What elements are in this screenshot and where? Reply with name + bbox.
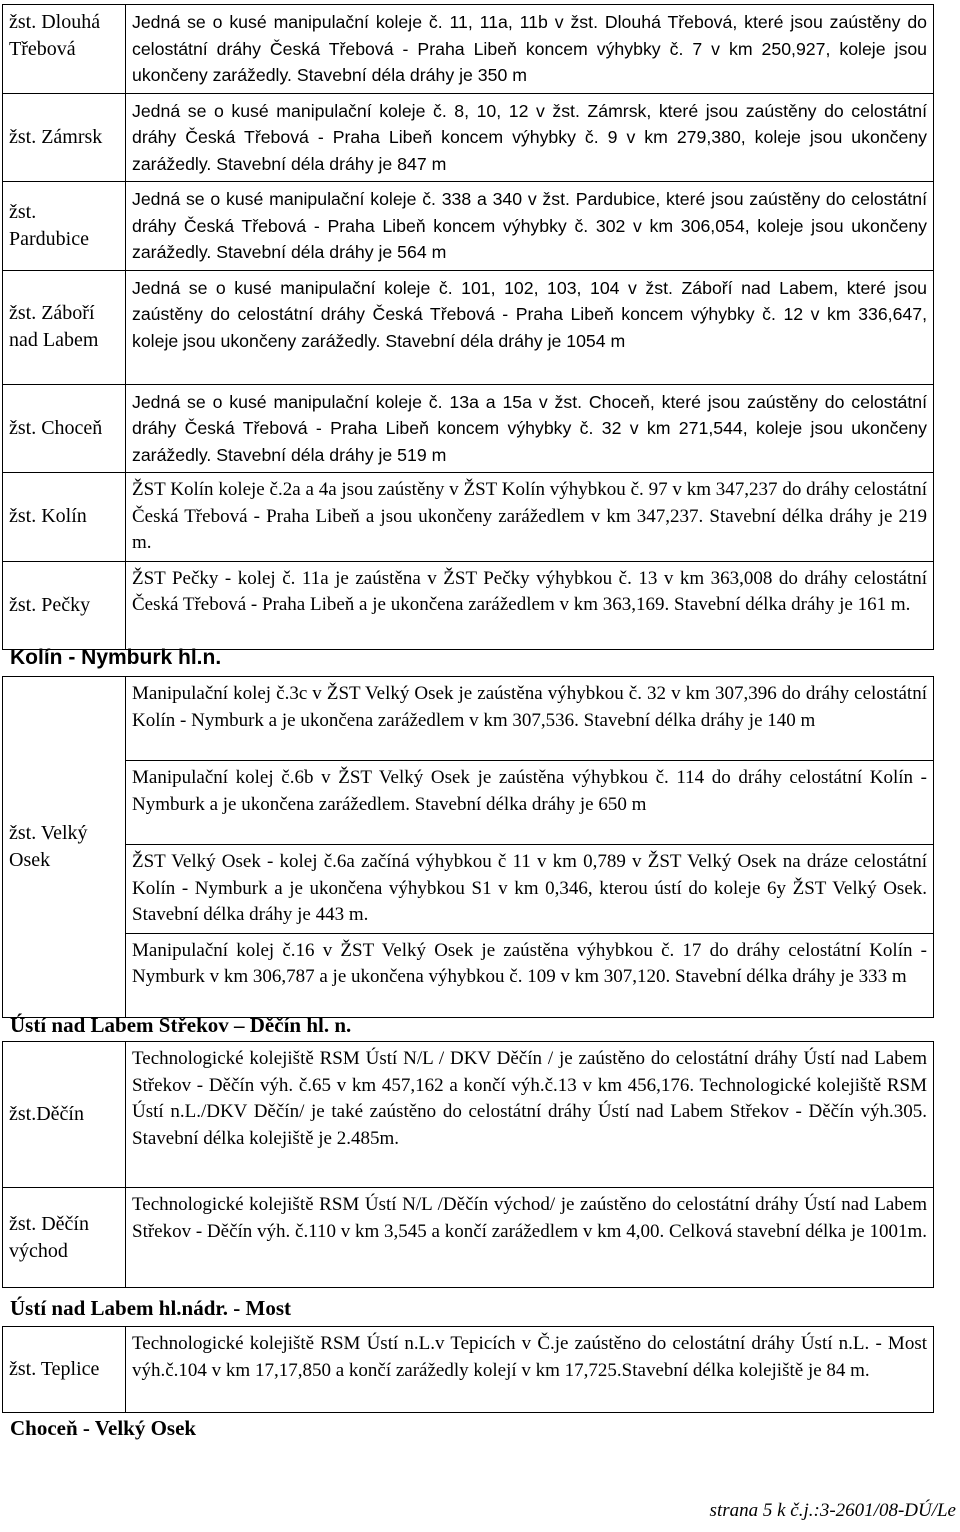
- sidings-table-decin: [2, 1041, 934, 1288]
- table-row: [3, 93, 934, 182]
- station-cell: žst. Teplice: [3, 1327, 126, 1413]
- section-heading-usti-most: Ústí nad Labem hl.nádr. - Most: [10, 1296, 292, 1320]
- station-cell: žst. Záboří nad Labem: [3, 270, 126, 384]
- table-row: [3, 1042, 934, 1188]
- table-row: [3, 677, 934, 761]
- table-row: [3, 270, 934, 384]
- station-cell: žst. Choceň: [3, 384, 126, 473]
- station-cell: žst. Zámrsk: [3, 93, 126, 182]
- sidings-table-teplice: [2, 1326, 934, 1413]
- sidings-table-main-line: [2, 4, 934, 650]
- description-cell: Technologické kolejiště RSM Ústí N/L / DKV Děčín / je zaústěno do celostátní dráhy Ústí nad Labem Střekov - Děčín výh. č.65 v km 457,162 a končí výh.č.13 v km 456,176. Technologické kolejiště RSM Ústí n.L./DKV Děčín/ je také zaústěno do celostátní dráhy Ústí nad Labem Střekov - Děčín výh.305. Stavební délka kolejiště je 2.485m.: [126, 1042, 934, 1188]
- page-footer: strana 5 k č.j.:3-2601/08-DÚ/Le: [709, 1500, 956, 1521]
- description-cell: ŽST Pečky - kolej č. 11a je zaústěna v ŽST Pečky výhybkou č. 13 v km 363,008 do dráhy celostátní Česká Třebová - Praha Libeň a je ukončena zarážedlem v km 363,169. Stavební délka dráhy je 161 m.: [126, 561, 934, 649]
- table-row: [3, 845, 934, 934]
- section-heading-usti-strekov-decin: Ústí nad Labem Střekov – Děčín hl. n.: [10, 1013, 352, 1037]
- table-row: [3, 933, 934, 1017]
- table-row: [3, 1188, 934, 1288]
- section-heading-kolin-nymburk: Kolín - Nymburk hl.n.: [10, 646, 222, 669]
- table-row: [3, 473, 934, 562]
- table-row: [3, 561, 934, 649]
- description-cell: Manipulační kolej č.3c v ŽST Velký Osek je zaústěna výhybkou č. 32 v km 307,396 do dráhy celostátní Kolín - Nymburk a je ukončena zarážedlem v km 307,536. Stavební délka dráhy je 140 m: [126, 677, 934, 761]
- description-cell: Jedná se o kusé manipulační koleje č. 8, 10, 12 v žst. Zámrsk, které jsou zaústěny do celostátní dráhy Česká Třebová - Praha Libeň koncem výhybky č. 9 v km 279,380, koleje jsou ukončeny zarážedly. Stavební déla dráhy je 847 m: [126, 93, 934, 182]
- station-cell: žst. Velký Osek: [3, 677, 126, 1018]
- description-cell: Technologické kolejiště RSM Ústí N/L /Děčín východ/ je zaústěno do celostátní dráhy Ústí nad Labem Střekov - Děčín výh. č.110 v km 3,545 a končí zarážedlem v km 4,00. Celková stavební délka je 1001m.: [126, 1188, 934, 1288]
- description-cell: ŽST Kolín koleje č.2a a 4a jsou zaústěny v ŽST Kolín výhybkou č. 97 v km 347,237 do dráhy celostátní Česká Třebová - Praha Libeň a jsou ukončeny zarážedlem v km 347,237. Stavební délka dráhy je 219 m.: [126, 473, 934, 562]
- description-cell: ŽST Velký Osek - kolej č.6a začíná výhybkou č 11 v km 0,789 v ŽST Velký Osek na dráze celostátní Kolín - Nymburk a je ukončena výhybkou S1 v km 0,346, kterou ústí do koleje 6y ŽST Velký Osek. Stavební délka dráhy je 443 m.: [126, 845, 934, 934]
- table-row: [3, 182, 934, 271]
- description-cell: Jedná se o kusé manipulační koleje č. 13a a 15a v žst. Choceň, které jsou zaústěny do celostátní dráhy Česká Třebová - Praha Libeň koncem výhybky č. 32 v km 271,544, koleje jsou ukončeny zarážedly. Stavební déla dráhy je 519 m: [126, 384, 934, 473]
- description-cell: Technologické kolejiště RSM Ústí n.L.v Tepicích v Č.je zaústěno do celostátní dráhy Ústí n.L. - Most výh.č.104 v km 17,17,850 a končí zarážedly kolejí v km 17,725.Stavební délka kolejiště je 84 m.: [126, 1327, 934, 1413]
- station-cell: žst. Děčín východ: [3, 1188, 126, 1288]
- description-cell: Jedná se o kusé manipulační koleje č. 101, 102, 103, 104 v žst. Záboří nad Labem, které jsou zaústěny do celostátní dráhy Česká Třebová - Praha Libeň koncem výhybky č. 12 v km 336,647, koleje jsou ukončeny zarážedly. Stavební déla dráhy je 1054 m: [126, 270, 934, 384]
- description-cell: Jedná se o kusé manipulační koleje č. 11, 11a, 11b v žst. Dlouhá Třebová, které jsou zaústěny do celostátní dráhy Česká Třebová - Praha Libeň koncem výhybky č. 7 v km 250,927, koleje jsou ukončeny zarážedly. Stavební déla dráhy je 350 m: [126, 5, 934, 94]
- station-cell: žst. Kolín: [3, 473, 126, 562]
- table-row: [3, 1327, 934, 1413]
- description-cell: Manipulační kolej č.16 v ŽST Velký Osek je zaústěna výhybkou č. 17 do dráhy celostátní Kolín - Nymburk v km 306,787 a je ukončena výhybkou č. 109 v km 307,120. Stavební délka dráhy je 333 m: [126, 933, 934, 1017]
- sidings-table-velky-osek: [2, 676, 934, 1018]
- station-cell: žst.Děčín: [3, 1042, 126, 1188]
- station-cell: žst. Pardubice: [3, 182, 126, 271]
- description-cell: Manipulační kolej č.6b v ŽST Velký Osek je zaústěna výhybkou č. 114 do dráhy celostátní Kolín - Nymburk a je ukončena zarážedlem. Stavební délka dráhy je 650 m: [126, 761, 934, 845]
- station-cell: žst. Pečky: [3, 561, 126, 649]
- table-row: [3, 384, 934, 473]
- section-heading-chocen-velky-osek: Choceň - Velký Osek: [10, 1416, 197, 1440]
- description-cell: Jedná se o kusé manipulační koleje č. 338 a 340 v žst. Pardubice, které jsou zaústěny do celostátní dráhy Česká Třebová - Praha Libeň koncem výhybky č. 302 v km 306,054, koleje jsou ukončeny zarážedly. Stavební déla dráhy je 564 m: [126, 182, 934, 271]
- station-cell: žst. Dlouhá Třebová: [3, 5, 126, 94]
- table-row: [3, 5, 934, 94]
- table-row: [3, 761, 934, 845]
